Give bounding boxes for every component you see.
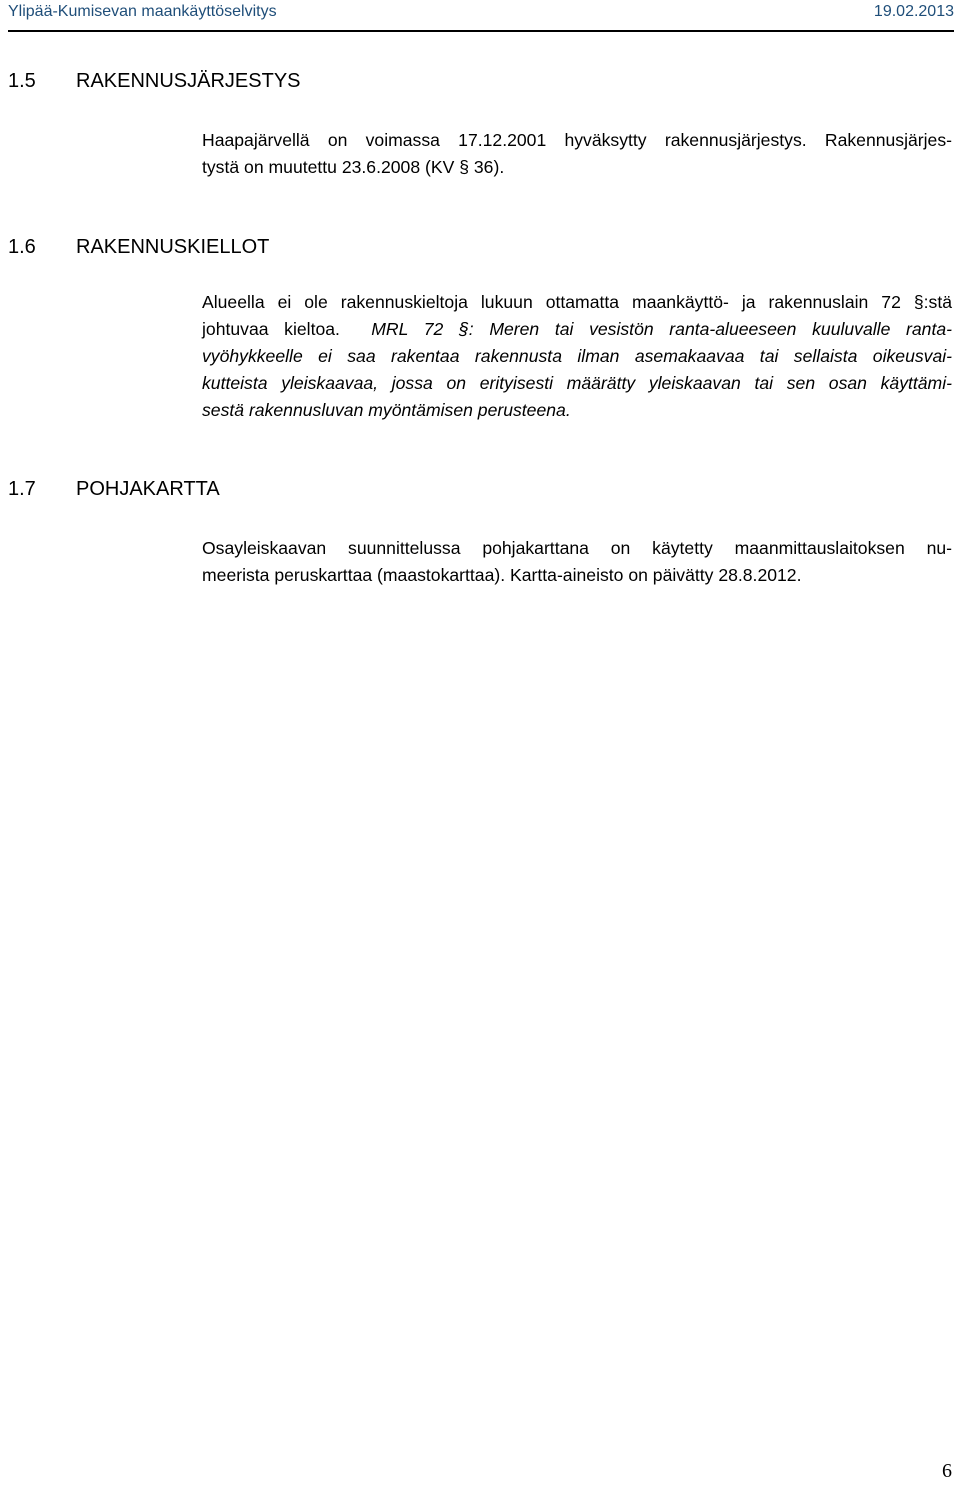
- section-number: 1.5: [8, 70, 36, 92]
- law-quote-line: kutteista yleiskaavaa, jossa on erityisesti määrätty yleiskaavan tai sen osan käyttämi-: [202, 373, 952, 393]
- law-quote-line: sestä rakennusluvan myöntämisen perusteena.: [202, 400, 571, 420]
- section-paragraph-1-5: [202, 127, 952, 181]
- section-paragraph-1-7: [202, 535, 952, 589]
- paragraph-line: Osayleiskaavan suunnittelussa pohjakarttana on käytetty maanmittauslaitoksen nu-: [202, 538, 952, 558]
- section-title: POHJAKARTTA: [76, 478, 220, 500]
- paragraph-line-mixed: [202, 316, 952, 343]
- paragraph-line: Haapajärvellä on voimassa 17.12.2001 hyväksytty rakennusjärjestys. Rakennusjärjes-: [202, 130, 952, 150]
- page-number: 6: [942, 1460, 952, 1482]
- paragraph-text: johtuvaa kieltoa.: [202, 319, 340, 339]
- paragraph-line: tystä on muutettu 23.6.2008 (KV § 36).: [202, 157, 505, 177]
- section-heading-1-6: [8, 236, 269, 259]
- section-heading-1-7: [8, 478, 220, 501]
- section-title: RAKENNUSJÄRJESTYS: [76, 70, 301, 92]
- law-quote: MRL 72 §: Meren tai vesistön ranta-alueeseen kuuluvalle ranta-: [371, 319, 952, 339]
- paragraph-line: meerista peruskarttaa (maastokarttaa). Kartta-aineisto on päivätty 28.8.2012.: [202, 565, 802, 585]
- page-header: [8, 0, 954, 32]
- section-number: 1.7: [8, 478, 36, 500]
- section-paragraph-1-6: [202, 289, 952, 424]
- paragraph-line: Alueella ei ole rakennuskieltoja lukuun ottamatta maankäyttö- ja rakennuslain 72 §:stä: [202, 292, 952, 312]
- section-number: 1.6: [8, 236, 36, 258]
- document-date: 19.02.2013: [873, 3, 954, 20]
- section-heading-1-5: [8, 70, 301, 93]
- document-title: Ylipää-Kumisevan maankäyttöselvitys: [8, 3, 277, 20]
- section-title: RAKENNUSKIELLOT: [76, 236, 270, 258]
- law-quote-line: vyöhykkeelle ei saa rakentaa rakennusta ilman asemakaavaa tai sellaista oikeusvai-: [202, 346, 952, 366]
